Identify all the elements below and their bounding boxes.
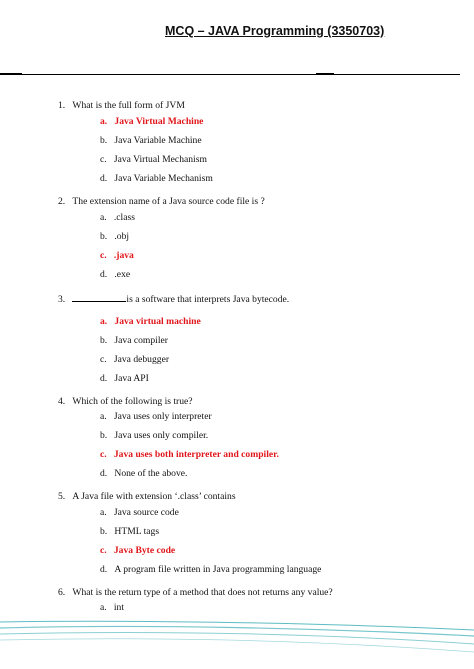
option-5a: a. Java source code — [100, 507, 179, 518]
question-text: What is the return type of a method that does not returns any value? — [72, 587, 333, 598]
header-rule-left — [0, 73, 22, 75]
option-3d: d. Java API — [100, 373, 149, 384]
fill-in-blank — [72, 292, 126, 302]
question-2 — [58, 196, 265, 208]
option-3c: c. Java debugger — [100, 354, 170, 365]
option-2a: a. .class — [100, 212, 135, 223]
page-title: MCQ – JAVA Programming (3350703) — [165, 24, 385, 38]
question-number: 4. — [58, 396, 66, 407]
option-4c: c. Java uses both interpreter and compiler. — [100, 449, 279, 460]
option-1c: c. Java Virtual Mechanism — [100, 154, 207, 165]
option-5b: b. HTML tags — [100, 526, 160, 537]
option-1d: d. Java Variable Mechanism — [100, 173, 213, 184]
option-1a: a. Java Virtual Machine — [100, 116, 204, 127]
question-text: A Java file with extension ‘.class’ contains — [72, 491, 236, 502]
option-5c: c. Java Byte code — [100, 545, 176, 556]
question-1 — [58, 100, 185, 112]
question-number: 3. — [58, 294, 66, 305]
option-5d: d. A program file written in Java programming language — [100, 564, 322, 575]
footer-wave-decoration — [0, 600, 474, 669]
question-5 — [58, 491, 236, 503]
option-2d: d. .exe — [100, 269, 131, 280]
question-text: is a software that interprets Java bytecode. — [126, 294, 290, 305]
option-3b: b. Java compiler — [100, 335, 168, 346]
option-4d: d. None of the above. — [100, 468, 188, 479]
question-text: What is the full form of JVM — [72, 100, 185, 111]
option-4b: b. Java uses only compiler. — [100, 430, 209, 441]
question-number: 6. — [58, 587, 66, 598]
question-text: The extension name of a Java source code file is ? — [72, 196, 265, 207]
option-2b: b. .obj — [100, 231, 130, 242]
question-text: Which of the following is true? — [72, 396, 193, 407]
option-3a: a. Java virtual machine — [100, 316, 201, 327]
question-4 — [58, 396, 193, 408]
option-4a: a. Java uses only interpreter — [100, 411, 212, 422]
question-number: 5. — [58, 491, 66, 502]
question-number: 2. — [58, 196, 66, 207]
option-2c: c. .java — [100, 250, 134, 261]
question-number: 1. — [58, 100, 66, 111]
header-rule — [20, 74, 460, 75]
header-rule-mid — [316, 73, 334, 75]
option-1b: b. Java Variable Machine — [100, 135, 202, 146]
option-6a: a. int — [100, 602, 125, 613]
question-6 — [58, 587, 333, 599]
question-3 — [58, 292, 289, 306]
